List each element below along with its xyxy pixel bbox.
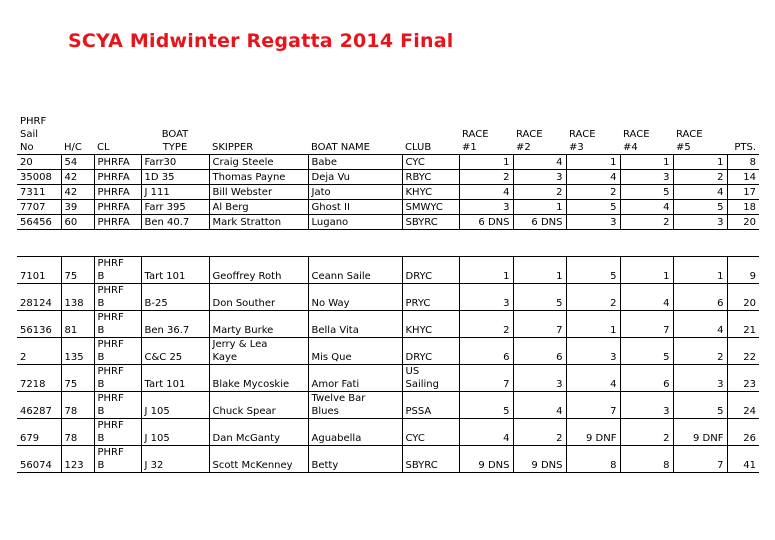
class: PHRFA [94, 185, 141, 200]
club: DRYC [402, 257, 459, 284]
handicap: 81 [61, 311, 94, 338]
skipper: Scott McKenney [209, 446, 308, 473]
race-5-result: 3 [673, 365, 727, 392]
club: KHYC [402, 311, 459, 338]
sail-number: 7101 [17, 257, 61, 284]
header-cl: CL [97, 142, 110, 153]
boat-name: Bella Vita [308, 311, 402, 338]
boat-type: J 32 [141, 446, 209, 473]
page-title: SCYA Midwinter Regatta 2014 Final [68, 30, 454, 52]
race-1-result: 6 DNS [459, 215, 513, 230]
race-3-result: 1 [566, 155, 620, 170]
race-5-result: 2 [673, 338, 727, 365]
points-total: 22 [727, 338, 759, 365]
class: PHRF B [94, 419, 141, 446]
boat-type: Ben 36.7 [141, 311, 209, 338]
header-row [17, 110, 759, 155]
class: PHRF B [94, 365, 141, 392]
race-2-result: 3 [513, 365, 566, 392]
race-2-result: 7 [513, 311, 566, 338]
boat-name: Deja Vu [308, 170, 402, 185]
race-5-result: 7 [673, 446, 727, 473]
class: PHRF B [94, 392, 141, 419]
points-total: 24 [727, 392, 759, 419]
class: PHRF B [94, 338, 141, 365]
race-4-result: 5 [620, 338, 673, 365]
sail-number: 28124 [17, 284, 61, 311]
handicap: 78 [61, 419, 94, 446]
boat-type: Tart 101 [141, 365, 209, 392]
boat-name: Ceann Saile [308, 257, 402, 284]
handicap: 54 [61, 155, 94, 170]
boat-name: Ghost II [308, 200, 402, 215]
table-row [17, 215, 759, 230]
race-2-result: 3 [513, 170, 566, 185]
sail-number: 20 [17, 155, 61, 170]
class: PHRFA [94, 215, 141, 230]
skipper: Don Souther [209, 284, 308, 311]
race-4-result: 1 [620, 257, 673, 284]
race-1-result: 9 DNS [459, 446, 513, 473]
race-5-result: 5 [673, 200, 727, 215]
race-3-result: 5 [566, 200, 620, 215]
race-5-result: 3 [673, 215, 727, 230]
skipper: Dan McGanty [209, 419, 308, 446]
points-total: 18 [727, 200, 759, 215]
handicap: 123 [61, 446, 94, 473]
class: PHRFA [94, 170, 141, 185]
sail-number: 35008 [17, 170, 61, 185]
race-2-result: 4 [513, 392, 566, 419]
race-1-result: 3 [459, 284, 513, 311]
race-1-result: 2 [459, 311, 513, 338]
points-total: 9 [727, 257, 759, 284]
handicap: 60 [61, 215, 94, 230]
table-row [17, 311, 759, 338]
table-row [17, 185, 759, 200]
header-club: CLUB [405, 142, 432, 153]
skipper: Geoffrey Roth [209, 257, 308, 284]
boat-name: Twelve Bar Blues [308, 392, 402, 419]
handicap: 78 [61, 392, 94, 419]
points-total: 23 [727, 365, 759, 392]
race-3-result: 3 [566, 215, 620, 230]
sail-number: 56074 [17, 446, 61, 473]
table-row [17, 419, 759, 446]
race-2-result: 6 DNS [513, 215, 566, 230]
boat-type: C&C 25 [141, 338, 209, 365]
sail-number: 7311 [17, 185, 61, 200]
sail-number: 7218 [17, 365, 61, 392]
race-5-result: 4 [673, 311, 727, 338]
blank-row [17, 230, 759, 257]
race-5-result: 9 DNF [673, 419, 727, 446]
race-2-result: 9 DNS [513, 446, 566, 473]
club: RBYC [402, 170, 459, 185]
race-2-result: 6 [513, 338, 566, 365]
club: SBYRC [402, 446, 459, 473]
race-2-result: 5 [513, 284, 566, 311]
race-2-result: 2 [513, 419, 566, 446]
race-5-result: 1 [673, 155, 727, 170]
header-race-4: RACE #4 [623, 129, 650, 153]
sail-number: 56456 [17, 215, 61, 230]
race-3-result: 4 [566, 365, 620, 392]
club: KHYC [402, 185, 459, 200]
race-1-result: 6 [459, 338, 513, 365]
header-race-1: RACE #1 [462, 129, 489, 153]
club: CYC [402, 419, 459, 446]
race-4-result: 8 [620, 446, 673, 473]
race-5-result: 2 [673, 170, 727, 185]
race-4-result: 6 [620, 365, 673, 392]
handicap: 138 [61, 284, 94, 311]
boat-type: Tart 101 [141, 257, 209, 284]
table-row [17, 392, 759, 419]
header-pts: PTS. [734, 142, 756, 153]
race-1-result: 4 [459, 185, 513, 200]
points-total: 14 [727, 170, 759, 185]
handicap: 42 [61, 170, 94, 185]
race-4-result: 3 [620, 392, 673, 419]
race-5-result: 4 [673, 185, 727, 200]
skipper: Mark Stratton [209, 215, 308, 230]
header-race-3: RACE #3 [569, 129, 596, 153]
race-1-result: 2 [459, 170, 513, 185]
race-3-result: 2 [566, 185, 620, 200]
sail-number: 7707 [17, 200, 61, 215]
race-4-result: 7 [620, 311, 673, 338]
boat-name: Aguabella [308, 419, 402, 446]
club: PRYC [402, 284, 459, 311]
results-table [17, 110, 759, 473]
boat-name: Amor Fati [308, 365, 402, 392]
table-row [17, 257, 759, 284]
club: PSSA [402, 392, 459, 419]
club: SBYRC [402, 215, 459, 230]
boat-name: Jato [308, 185, 402, 200]
boat-type: Farr30 [141, 155, 209, 170]
race-5-result: 1 [673, 257, 727, 284]
points-total: 26 [727, 419, 759, 446]
race-1-result: 1 [459, 257, 513, 284]
club: DRYC [402, 338, 459, 365]
header-sail-no: PHRF Sail No [20, 116, 47, 153]
boat-type: J 105 [141, 419, 209, 446]
table-row [17, 338, 759, 365]
table-row [17, 284, 759, 311]
race-4-result: 2 [620, 419, 673, 446]
race-1-result: 5 [459, 392, 513, 419]
table-row [17, 200, 759, 215]
race-5-result: 5 [673, 392, 727, 419]
sail-number: 2 [17, 338, 61, 365]
handicap: 75 [61, 257, 94, 284]
boat-name: Mis Que [308, 338, 402, 365]
boat-name: Lugano [308, 215, 402, 230]
class: PHRF B [94, 311, 141, 338]
boat-name: Babe [308, 155, 402, 170]
header-race-5: RACE #5 [676, 129, 703, 153]
race-4-result: 4 [620, 284, 673, 311]
header-race-2: RACE #2 [516, 129, 543, 153]
table-row [17, 155, 759, 170]
class: PHRFA [94, 155, 141, 170]
class: PHRF B [94, 446, 141, 473]
race-2-result: 2 [513, 185, 566, 200]
boat-type: 1D 35 [141, 170, 209, 185]
race-3-result: 5 [566, 257, 620, 284]
skipper: Jerry & Lea Kaye [209, 338, 308, 365]
points-total: 17 [727, 185, 759, 200]
race-2-result: 4 [513, 155, 566, 170]
race-2-result: 1 [513, 200, 566, 215]
skipper: Bill Webster [209, 185, 308, 200]
race-3-result: 9 DNF [566, 419, 620, 446]
boat-type: J 105 [141, 392, 209, 419]
club: SMWYC [402, 200, 459, 215]
handicap: 39 [61, 200, 94, 215]
handicap: 135 [61, 338, 94, 365]
boat-name: No Way [308, 284, 402, 311]
skipper: Blake Mycoskie [209, 365, 308, 392]
race-4-result: 5 [620, 185, 673, 200]
group-b-rows [17, 257, 759, 473]
race-3-result: 2 [566, 284, 620, 311]
boat-type: B-25 [141, 284, 209, 311]
race-4-result: 1 [620, 155, 673, 170]
class: PHRFA [94, 200, 141, 215]
club: US Sailing [402, 365, 459, 392]
header-boat-type: BOAT TYPE [161, 129, 189, 153]
handicap: 75 [61, 365, 94, 392]
skipper: Chuck Spear [209, 392, 308, 419]
table-row [17, 446, 759, 473]
header-boat-name: BOAT NAME [311, 142, 370, 153]
race-3-result: 4 [566, 170, 620, 185]
table-row [17, 170, 759, 185]
class: PHRF B [94, 284, 141, 311]
table-row [17, 365, 759, 392]
race-4-result: 3 [620, 170, 673, 185]
race-3-result: 8 [566, 446, 620, 473]
points-total: 20 [727, 215, 759, 230]
points-total: 8 [727, 155, 759, 170]
race-4-result: 2 [620, 215, 673, 230]
handicap: 42 [61, 185, 94, 200]
points-total: 20 [727, 284, 759, 311]
club: CYC [402, 155, 459, 170]
boat-type: J 111 [141, 185, 209, 200]
race-1-result: 3 [459, 200, 513, 215]
group-separator [17, 230, 759, 257]
boat-type: Farr 395 [141, 200, 209, 215]
race-4-result: 4 [620, 200, 673, 215]
sail-number: 679 [17, 419, 61, 446]
points-total: 41 [727, 446, 759, 473]
race-3-result: 7 [566, 392, 620, 419]
skipper: Craig Steele [209, 155, 308, 170]
race-1-result: 1 [459, 155, 513, 170]
header-skipper: SKIPPER [212, 142, 254, 153]
group-a-rows [17, 155, 759, 230]
race-2-result: 1 [513, 257, 566, 284]
sail-number: 46287 [17, 392, 61, 419]
race-5-result: 6 [673, 284, 727, 311]
class: PHRF B [94, 257, 141, 284]
race-1-result: 4 [459, 419, 513, 446]
skipper: Thomas Payne [209, 170, 308, 185]
race-3-result: 3 [566, 338, 620, 365]
skipper: Marty Burke [209, 311, 308, 338]
header-hc: H/C [64, 142, 82, 153]
sail-number: 56136 [17, 311, 61, 338]
race-3-result: 1 [566, 311, 620, 338]
boat-name: Betty [308, 446, 402, 473]
skipper: Al Berg [209, 200, 308, 215]
boat-type: Ben 40.7 [141, 215, 209, 230]
points-total: 21 [727, 311, 759, 338]
race-1-result: 7 [459, 365, 513, 392]
